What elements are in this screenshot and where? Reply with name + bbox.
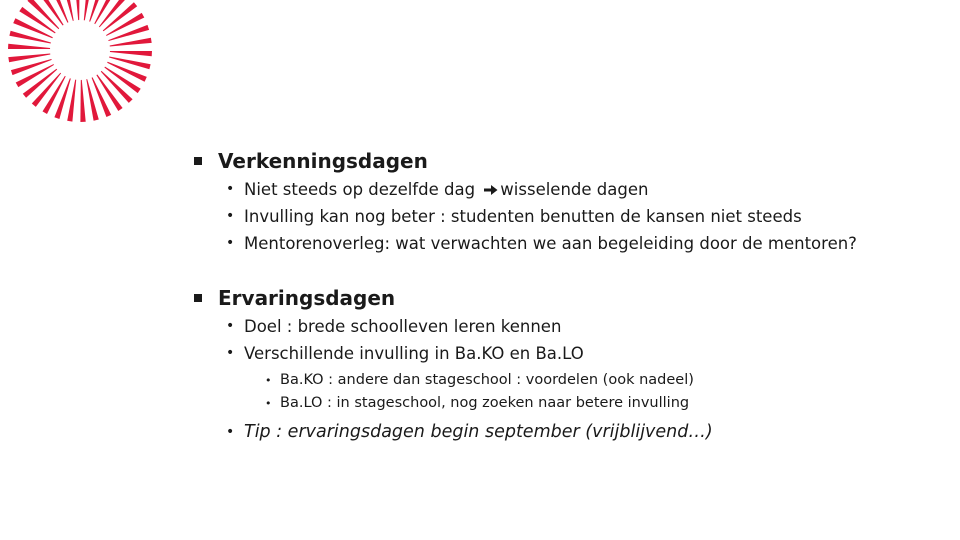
square-bullet-icon (194, 157, 202, 165)
logo-ray (80, 80, 85, 122)
section-heading: Ervaringsdagen (190, 283, 950, 313)
logo-ray (54, 78, 70, 119)
section-ervaringsdagen (190, 283, 950, 446)
bullet-dot-icon: • (226, 345, 235, 361)
sub-bullet-list (190, 369, 950, 415)
bullet-dot-icon: • (226, 424, 235, 440)
logo-ray (86, 79, 99, 121)
logo-ray (9, 31, 51, 44)
list-item: • Invulling kan nog beter : studenten benutten de kansen niet steeds (190, 203, 950, 230)
list-item: • Mentorenoverleg: wat verwachten we aan begeleiding door de mentoren? (190, 230, 950, 257)
bullet-list (190, 313, 950, 367)
bullet-list (190, 176, 950, 257)
bullet-dot-icon: • (226, 318, 235, 334)
list-item: • Ba.LO : in stageschool, nog zoeken naar betere invulling (190, 392, 950, 415)
logo-ray (108, 25, 149, 41)
arrow-right-icon (484, 184, 498, 196)
section-verkenningsdagen (190, 146, 950, 257)
list-item: • Verschillende invulling in Ba.KO en Ba.LO (190, 340, 950, 367)
bullet-dot-icon: • (226, 235, 235, 251)
bullet-dot-icon: • (226, 181, 235, 197)
tip-item: • Tip : ervaringsdagen begin september (vrijblijvend…) (190, 419, 950, 446)
logo-ray (11, 59, 52, 75)
bullet-list (190, 419, 950, 446)
logo-ray (110, 38, 152, 47)
logo-ray (109, 57, 151, 70)
logo-ray (8, 44, 50, 49)
square-bullet-icon (194, 294, 202, 302)
slide-content (190, 146, 950, 472)
logo-ray (110, 51, 152, 56)
bullet-dot-icon: • (265, 397, 272, 410)
section-heading: Verkenningsdagen (190, 146, 950, 176)
list-item: • Ba.KO : andere dan stageschool : voordelen (ook nadeel) (190, 369, 950, 392)
logo-sunburst-icon (0, 0, 160, 140)
list-item: • Niet steeds op dezelfde dag wisselende dagen (190, 176, 950, 203)
bullet-dot-icon: • (265, 374, 272, 387)
bullet-dot-icon: • (226, 208, 235, 224)
list-item: • Doel : brede schoolleven leren kennen (190, 313, 950, 340)
logo-ray (8, 54, 50, 63)
logo-ray (74, 0, 79, 20)
